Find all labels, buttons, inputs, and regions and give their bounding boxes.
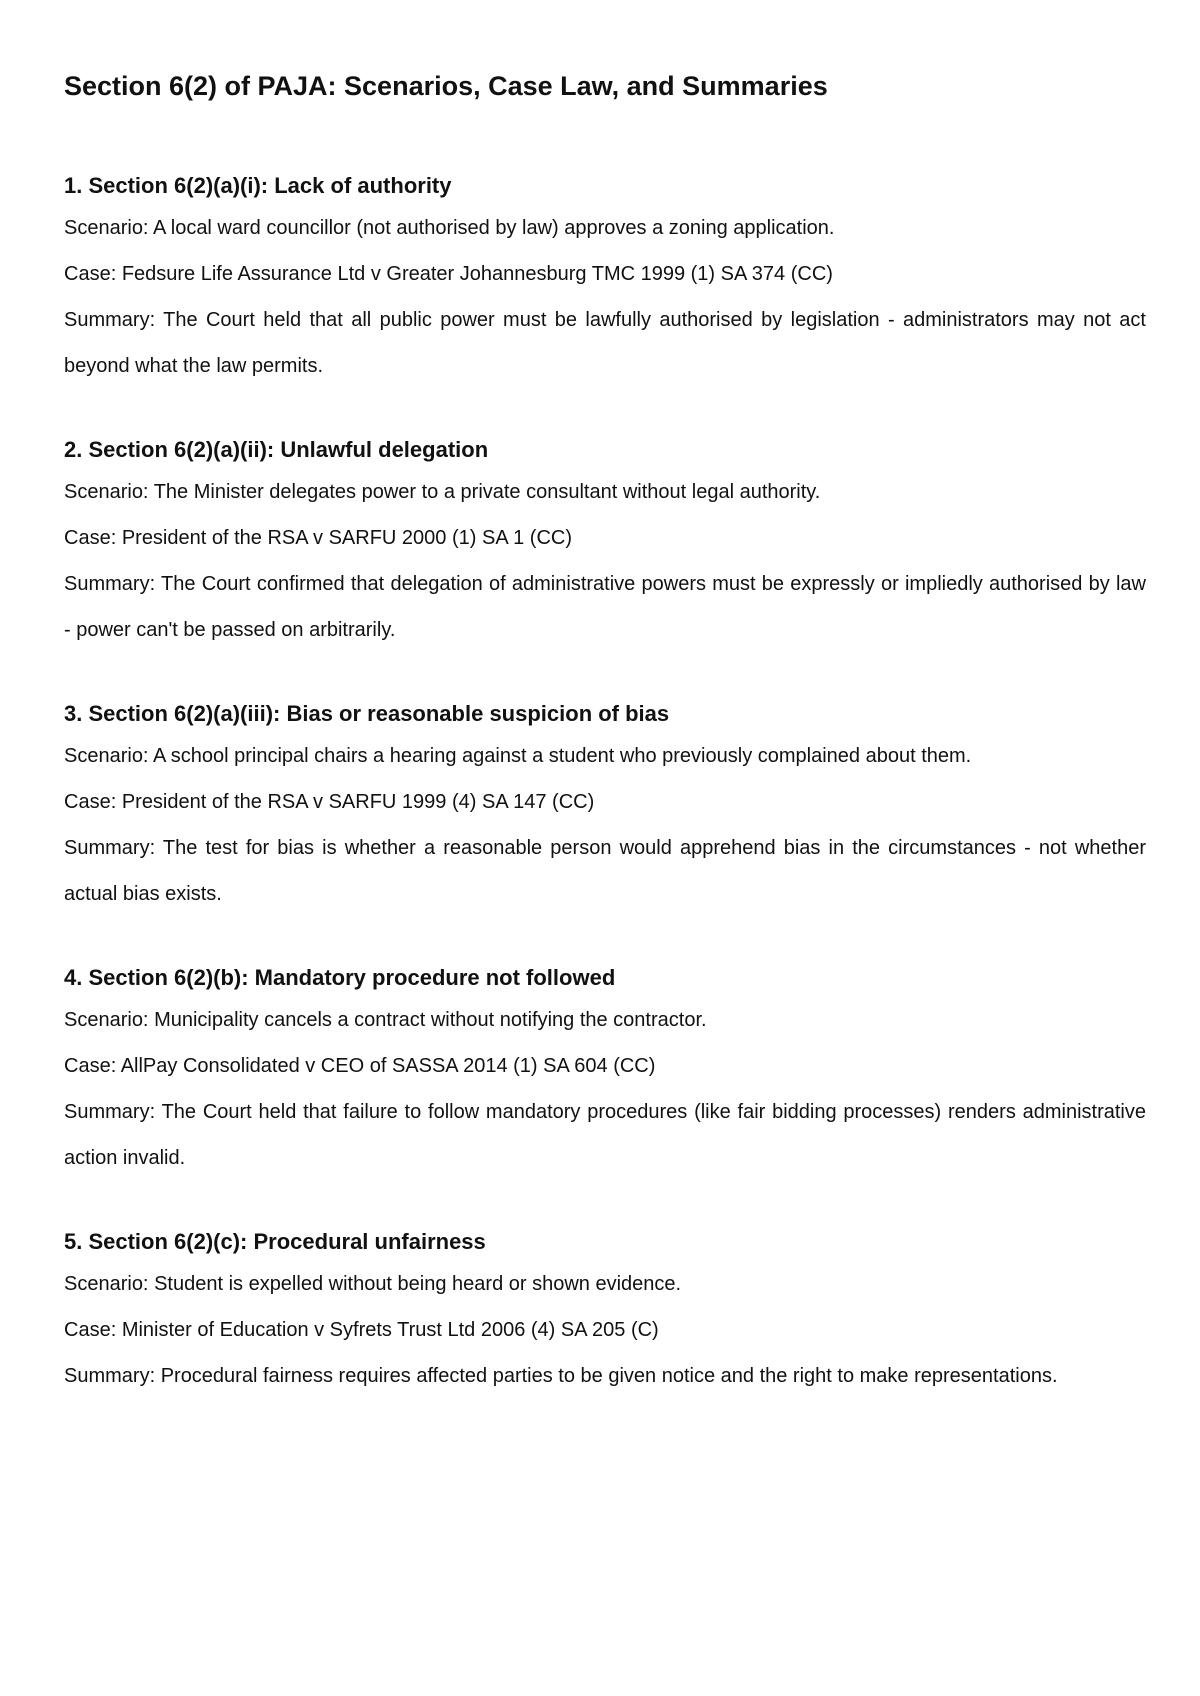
case-line — [64, 515, 1146, 561]
summary-line — [64, 825, 1146, 917]
section-mandatory-procedure — [64, 959, 1146, 1181]
scenario-line — [64, 1261, 1146, 1307]
summary-label: Summary: — [64, 837, 156, 859]
case-label: Case: — [64, 1055, 117, 1077]
summary-label: Summary: — [64, 573, 156, 595]
section-heading: 1. Section 6(2)(a)(i): Lack of authority — [64, 173, 452, 198]
case-citation: President of the RSA v SARFU 1999 (4) SA 147 (CC) — [121, 791, 595, 813]
summary-line — [64, 561, 1146, 653]
section-heading: 4. Section 6(2)(b): Mandatory procedure not followed — [64, 965, 616, 990]
summary-label: Summary: — [64, 1365, 156, 1387]
section-bias — [64, 695, 1146, 917]
document-title: Section 6(2) of PAJA: Scenarios, Case Law, and Summaries — [64, 71, 828, 101]
section-unlawful-delegation — [64, 431, 1146, 653]
case-label: Case: — [64, 527, 117, 549]
scenario-label: Scenario: — [64, 1273, 149, 1295]
section-lack-of-authority — [64, 167, 1146, 389]
summary-text: The Court held that all public power must be lawfully authorised by legislation - administrators may not act beyond what the law permits. — [64, 309, 1146, 377]
case-citation: AllPay Consolidated v CEO of SASSA 2014 (1) SA 604 (CC) — [120, 1055, 656, 1077]
case-line — [64, 1307, 1146, 1353]
summary-text: Procedural fairness requires affected parties to be given notice and the right to make representations. — [160, 1365, 1058, 1387]
case-citation: President of the RSA v SARFU 2000 (1) SA 1 (CC) — [121, 527, 572, 549]
case-citation: Minister of Education v Syfrets Trust Ltd 2006 (4) SA 205 (C) — [121, 1319, 659, 1341]
summary-label: Summary: — [64, 309, 156, 331]
case-label: Case: — [64, 1319, 117, 1341]
scenario-text: A school principal chairs a hearing against a student who previously complained about them. — [152, 745, 972, 767]
scenario-text: The Minister delegates power to a private consultant without legal authority. — [153, 481, 821, 503]
scenario-text: A local ward councillor (not authorised by law) approves a zoning application. — [152, 217, 835, 239]
section-procedural-unfairness — [64, 1223, 1146, 1399]
scenario-label: Scenario: — [64, 1009, 149, 1031]
case-line — [64, 1043, 1146, 1089]
summary-text: The Court held that failure to follow mandatory procedures (like fair bidding processes) renders administrative action invalid. — [64, 1101, 1146, 1169]
case-label: Case: — [64, 263, 117, 285]
summary-text: The Court confirmed that delegation of administrative powers must be expressly or impliedly authorised by law - power can't be passed on arbitrarily. — [64, 573, 1146, 641]
section-heading: 5. Section 6(2)(c): Procedural unfairness — [64, 1229, 486, 1254]
section-heading: 2. Section 6(2)(a)(ii): Unlawful delegation — [64, 437, 489, 462]
case-line — [64, 779, 1146, 825]
section-heading: 3. Section 6(2)(a)(iii): Bias or reasonable suspicion of bias — [64, 701, 670, 726]
scenario-text: Municipality cancels a contract without notifying the contractor. — [154, 1009, 707, 1031]
case-line — [64, 251, 1146, 297]
scenario-line — [64, 205, 1146, 251]
scenario-label: Scenario: — [64, 481, 149, 503]
summary-label: Summary: — [64, 1101, 156, 1123]
scenario-label: Scenario: — [64, 217, 149, 239]
summary-line — [64, 1353, 1146, 1399]
case-citation: Fedsure Life Assurance Ltd v Greater Johannesburg TMC 1999 (1) SA 374 (CC) — [121, 263, 833, 285]
scenario-line — [64, 733, 1146, 779]
scenario-text: Student is expelled without being heard or shown evidence. — [154, 1273, 682, 1295]
summary-line — [64, 1089, 1146, 1181]
scenario-line — [64, 997, 1146, 1043]
scenario-label: Scenario: — [64, 745, 149, 767]
summary-text: The test for bias is whether a reasonable person would apprehend bias in the circumstances - not whether actual bias exists. — [64, 837, 1146, 905]
summary-line — [64, 297, 1146, 389]
scenario-line — [64, 469, 1146, 515]
case-label: Case: — [64, 791, 117, 813]
